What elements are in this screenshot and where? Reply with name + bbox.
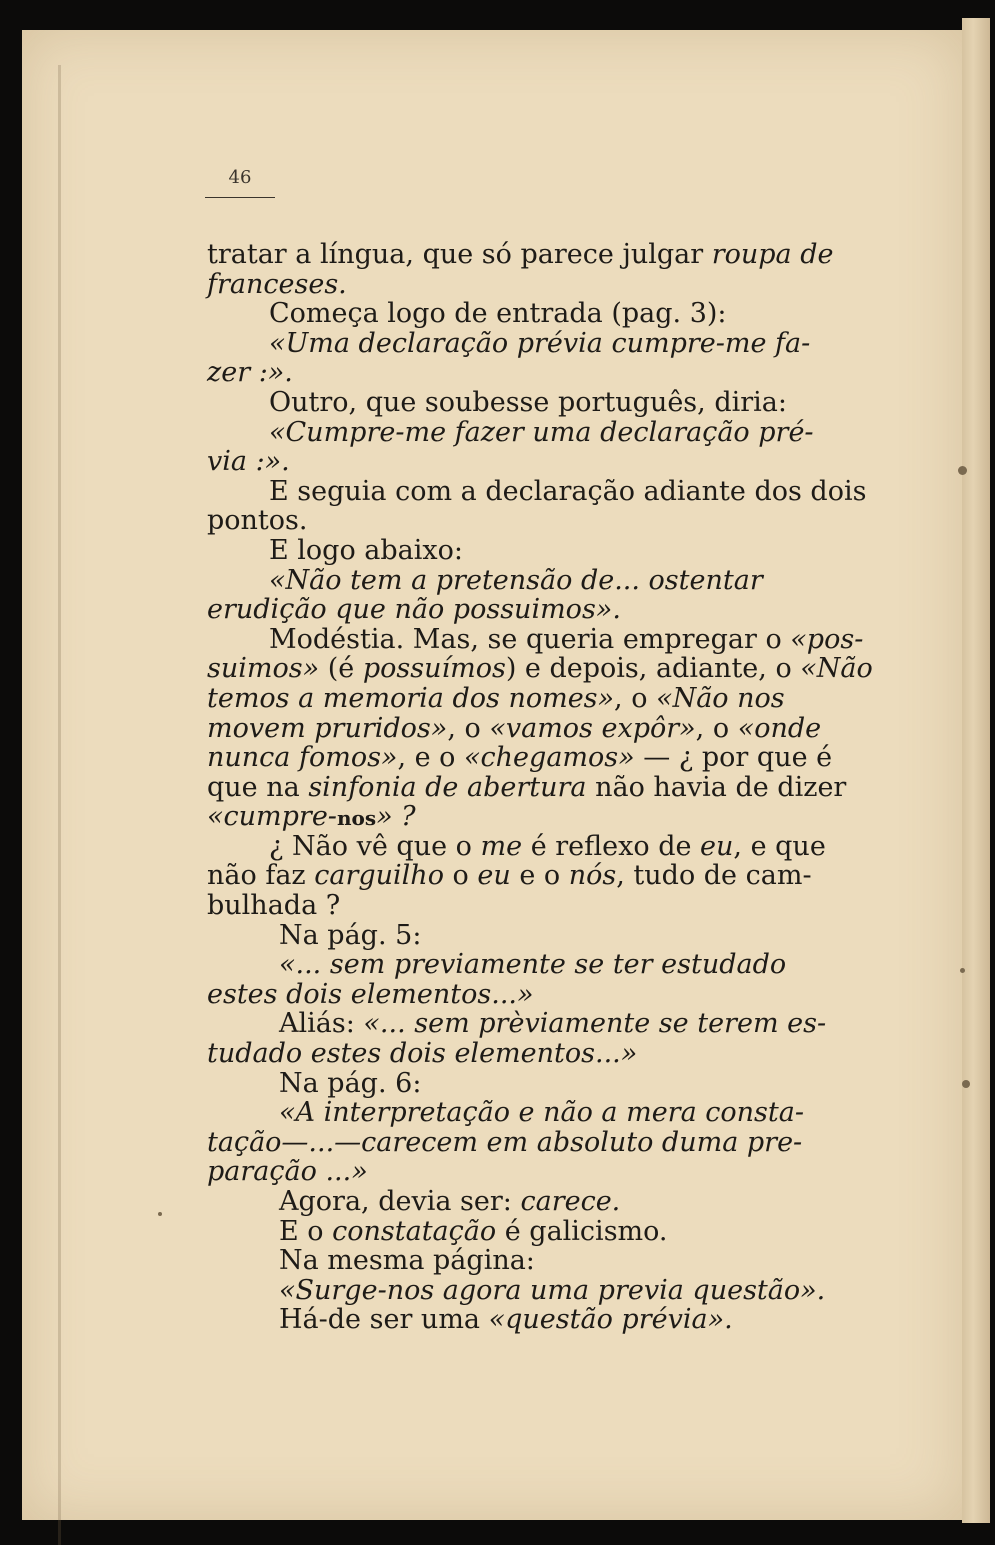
text-line (207, 625, 867, 655)
text-line-content (207, 772, 846, 803)
text-line-content (269, 565, 763, 596)
text-span: Agora, devia ser: (279, 1186, 521, 1217)
text-span: que na (207, 771, 309, 803)
text-line-content (207, 801, 416, 832)
text-span: Começa logo de entrada (pag. 3): (269, 298, 727, 330)
text-line (207, 1305, 867, 1335)
text-line-content (269, 328, 810, 359)
italic-text: franceses. (207, 268, 347, 300)
text-line (207, 358, 867, 388)
text-line-content (269, 831, 826, 862)
text-line-content (207, 890, 340, 921)
text-line (207, 861, 867, 891)
italic-text: temos a memoria dos nomes» (207, 682, 615, 714)
text-line-content (207, 1038, 637, 1069)
text-line (207, 1128, 867, 1158)
text-line (207, 1217, 867, 1247)
text-line (207, 1069, 867, 1099)
text-line-content (269, 476, 866, 507)
italic-text: possuímos (362, 653, 506, 685)
text-line-content (207, 357, 293, 388)
italic-text: suimos» (207, 653, 320, 685)
text-line-content (269, 387, 787, 418)
italic-text: «... sem prèviamente se terem es- (363, 1008, 827, 1040)
text-line (207, 1157, 867, 1187)
text-line-content (269, 298, 727, 329)
text-span: Na pág. 6: (279, 1067, 422, 1099)
page-number: 46 (205, 163, 275, 198)
italic-text: «onde (737, 712, 822, 744)
text-span: não faz (207, 860, 315, 892)
text-span: bulhada ? (207, 890, 341, 922)
italic-text: «Não tem a pretensão de... ostentar (269, 564, 763, 596)
text-line (207, 299, 867, 329)
text-line-content (279, 1008, 826, 1039)
italic-text: «cumpre- (207, 801, 337, 833)
text-line (207, 1187, 867, 1217)
italic-text: roupa de (711, 239, 834, 270)
text-line (207, 1276, 867, 1306)
text-line-content (207, 269, 347, 300)
text-line-content (279, 1275, 825, 1306)
text-span: Há-de ser uma (279, 1304, 489, 1336)
text-span: E o (279, 1215, 333, 1247)
text-span: Aliás: (279, 1008, 364, 1040)
text-span: Na pág. 5: (279, 919, 422, 951)
italic-text: estes dois elementos...» (207, 978, 534, 1010)
text-span: é galicismo. (496, 1215, 668, 1247)
text-line-content (207, 979, 534, 1010)
text-span: (é (319, 653, 363, 685)
italic-text: zer :». (207, 357, 293, 389)
text-span: E logo abaixo: (269, 534, 463, 566)
text-line (207, 773, 867, 803)
italic-text: tudado estes dois elementos...» (207, 1038, 638, 1070)
text-span: Outro, que soubesse português, diria: (269, 386, 787, 418)
italic-text: paração ...» (207, 1156, 368, 1188)
text-line (207, 1098, 867, 1128)
text-span: o (443, 860, 478, 892)
text-line (207, 684, 867, 714)
italic-text: carguilho (314, 860, 444, 892)
text-span: E seguia com a declaração adiante dos dois (269, 475, 867, 507)
italic-text: «questão prévia». (488, 1304, 733, 1336)
text-line-content (279, 1304, 733, 1335)
text-span: , e que (733, 830, 826, 862)
text-span: ¿ Não vê que o (269, 830, 481, 862)
text-span: tratar a língua, que só parece julgar (207, 239, 712, 270)
text-line (207, 1246, 867, 1276)
italic-text: «Cumpre-me fazer uma declaração pré- (269, 416, 814, 448)
italic-text: constatação (332, 1215, 497, 1247)
italic-text: via :». (207, 446, 290, 478)
text-line-content (207, 1156, 368, 1187)
text-line-content (279, 1216, 668, 1247)
italic-text: nunca fomos» (207, 742, 398, 774)
text-span: , o (447, 712, 490, 744)
text-line (207, 802, 867, 832)
text-span: Modéstia. Mas, se queria empregar o (269, 623, 791, 655)
paper-speck (960, 968, 965, 973)
text-span: não havia de dizer (586, 771, 847, 803)
text-line-content (279, 1097, 804, 1128)
text-line-content (279, 1068, 421, 1099)
text-line-content (269, 624, 863, 655)
text-line (207, 536, 867, 566)
text-line-content (279, 949, 786, 980)
text-line-content (207, 653, 873, 684)
text-line-content (207, 505, 307, 536)
paper-speck (958, 466, 967, 475)
italic-text: movem pruridos» (207, 712, 448, 744)
italic-text: «Não (800, 653, 873, 685)
text-line (207, 240, 867, 270)
text-line (207, 743, 867, 773)
text-line-content (207, 594, 621, 625)
text-line-content (207, 742, 832, 773)
text-line (207, 950, 867, 980)
text-line (207, 980, 867, 1010)
text-line (207, 270, 867, 300)
text-line-content (279, 1186, 620, 1217)
text-line-content (207, 446, 290, 477)
text-line-content (279, 920, 421, 951)
text-line-content (207, 1127, 802, 1158)
italic-text: «chegamos» (464, 742, 635, 774)
italic-text: «... sem previamente se ter estudado (279, 949, 787, 981)
text-line-content (207, 683, 785, 714)
italic-text: » ? (376, 801, 416, 833)
page-fold-shadow (58, 65, 61, 1545)
italic-text: me (480, 830, 523, 862)
text-line (207, 477, 867, 507)
text-span: , o (695, 712, 738, 744)
text-line (207, 921, 867, 951)
paper-speck (158, 1212, 162, 1216)
text-line (207, 566, 867, 596)
text-line (207, 1039, 867, 1069)
text-line (207, 595, 867, 625)
text-line-content (207, 860, 812, 891)
paper-speck (962, 1080, 970, 1088)
italic-text: sinfonia de abertura (308, 771, 587, 803)
italic-text: nós (568, 860, 617, 892)
italic-text: eu (477, 860, 511, 892)
text-line (207, 714, 867, 744)
text-span: , o (614, 682, 657, 714)
text-line (207, 891, 867, 921)
text-span: , tudo de cam- (616, 860, 812, 892)
italic-text: «vamos expôr» (489, 712, 696, 744)
text-line-content (269, 535, 463, 566)
book-edge (962, 18, 990, 1523)
text-line-content (207, 239, 834, 270)
text-span: é reflexo de (522, 830, 701, 862)
text-line (207, 329, 867, 359)
text-line-content (207, 713, 821, 744)
text-line-content (279, 1245, 535, 1276)
text-line (207, 388, 867, 418)
text-line-content (269, 417, 814, 448)
italic-text: carece. (520, 1186, 621, 1217)
text-span: ) e depois, adiante, o (505, 653, 801, 685)
italic-text: erudição que não possuimos». (207, 594, 621, 626)
text-span: e o (510, 860, 569, 892)
text-line (207, 506, 867, 536)
text-line (207, 418, 867, 448)
text-span: — ¿ por que é (634, 742, 833, 774)
page-body-text (207, 239, 873, 1336)
text-line (207, 653, 873, 685)
italic-text: «Uma declaração prévia cumpre-me fa- (269, 327, 811, 359)
italic-text: tação—...—carecem em absoluto duma pre- (207, 1126, 803, 1158)
text-span: Na mesma página: (279, 1245, 535, 1277)
italic-text: «pos- (790, 623, 864, 655)
italic-text: eu (700, 830, 734, 862)
text-span: nos (336, 806, 377, 831)
text-line (207, 1009, 867, 1039)
italic-text: «Surge-nos agora uma previa questão». (279, 1274, 826, 1306)
text-line (207, 447, 867, 477)
italic-text: «Não nos (656, 682, 785, 714)
italic-text: «A interpretação e não a mera consta- (279, 1097, 804, 1129)
text-span: pontos. (207, 505, 308, 537)
text-line (207, 832, 867, 862)
text-span: , e o (397, 742, 465, 774)
